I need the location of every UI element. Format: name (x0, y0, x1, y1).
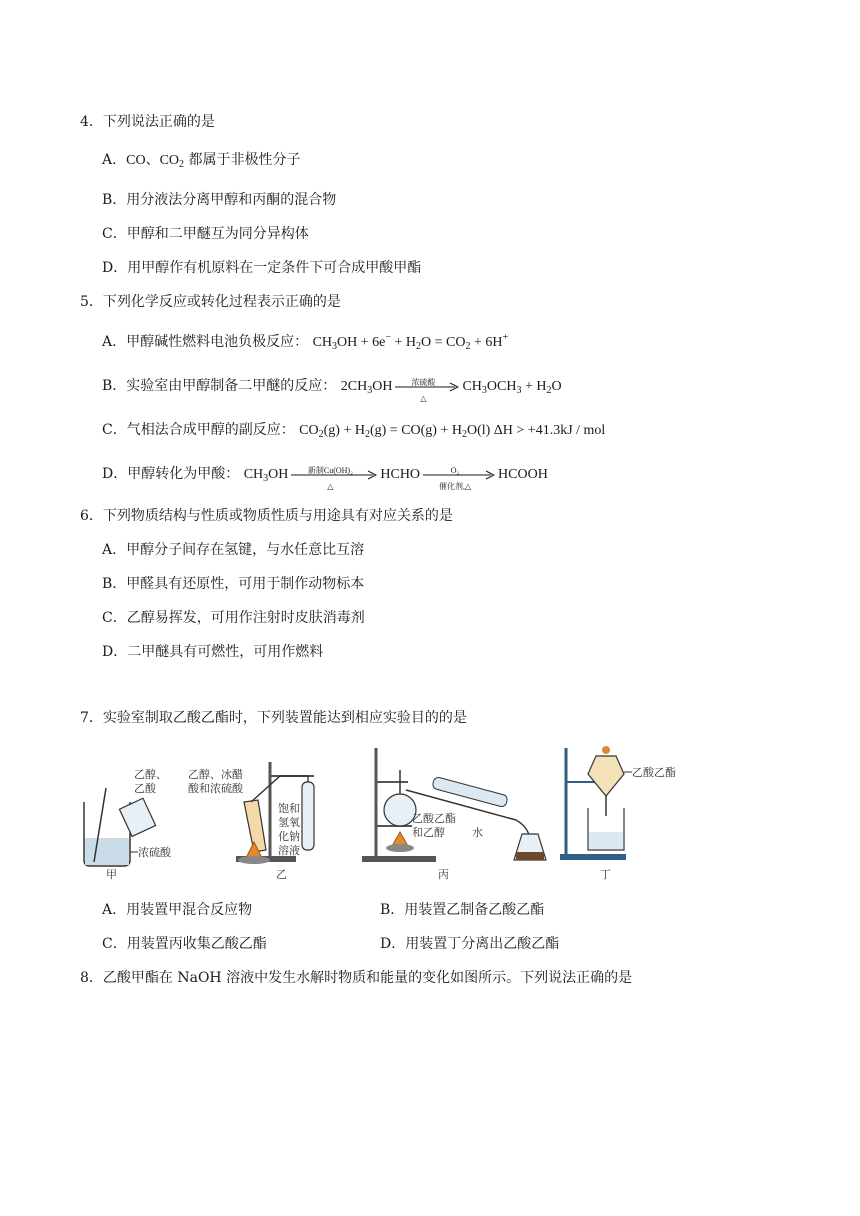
svg-text:丁: 丁 (600, 868, 611, 881)
q4-stem: 4．下列说法正确的是 (80, 114, 215, 130)
reaction-arrow: 新制Cu(OH)₂ △ (291, 469, 377, 481)
svg-text:丙: 丙 (438, 868, 449, 881)
q6-option-d: D．二甲醚具有可燃性，可用作燃料 (102, 644, 324, 660)
reaction-arrow: 浓硫酸 △ (395, 381, 459, 393)
q5-option-d: D．甲醇转化为甲酸： $CH_3OH$ 新制Cu(OH)₂ △ HCHO O₂ 催化剂,△ HCOOH (102, 465, 548, 491)
apparatus-jia (84, 767, 172, 881)
svg-text:乙醇、冰醋: 乙醇、冰醋 (188, 768, 243, 781)
q5-stem: 5．下列化学反应或转化过程表示正确的是 (80, 294, 341, 310)
q6-option-b: B．甲醛具有还原性，可用于制作动物标本 (102, 576, 365, 592)
svg-text:溶液: 溶液 (278, 844, 300, 857)
q7-option-c: C．用装置丙收集乙酸乙酯 (102, 936, 267, 952)
q5-a-equation: $CH_3OH + 6e^- + H_2O = CO_2 + 6H^+$ (312, 332, 509, 352)
q5-d-equation: $CH_3OH$ 新制Cu(OH)₂ △ HCHO O₂ 催化剂,△ HCOOH (243, 465, 548, 491)
svg-text:水: 水 (472, 826, 483, 839)
svg-text:和乙醇: 和乙醇 (412, 826, 445, 839)
svg-text:饱和: 饱和 (278, 802, 300, 815)
q4-option-a: A．CO、$CO_2$ 都属于非极性分子 (102, 152, 301, 170)
apparatus-ding (560, 746, 676, 881)
svg-text:乙醇、: 乙醇、 (134, 768, 167, 781)
q8-stem: 8．乙酸甲酯在 NaOH 溶液中发生水解时物质和能量的变化如图所示。下列说法正确的是 (80, 970, 633, 986)
reaction-arrow: O₂ 催化剂,△ (423, 469, 495, 481)
q7-stem: 7．实验室制取乙酸乙酯时，下列装置能达到相应实验目的的是 (80, 710, 467, 726)
q6-stem: 6．下列物质结构与性质或物质性质与用途具有对应关系的是 (80, 508, 453, 524)
apparatus-yi (188, 762, 314, 881)
q7-option-a: A．用装置甲混合反应物 (102, 902, 253, 918)
q5-option-a: A．甲醇碱性燃料电池负极反应： $CH_3OH + 6e^- + H_2O = CO_2 + 6H^+$ (102, 332, 509, 352)
q5-b-equation: $2CH_3OH$ 浓硫酸 △ $CH_3OCH_3 + H_2O$ (340, 377, 562, 403)
svg-text:浓硫酸: 浓硫酸 (138, 846, 171, 859)
svg-text:乙酸乙酯: 乙酸乙酯 (632, 766, 676, 779)
q6-option-c: C．乙醇易挥发，可用作注射时皮肤消毒剂 (102, 610, 365, 626)
q5-c-equation: $CO_2(g) + H_2(g) = CO(g) + H_2O(l) \Delta H > +41.3kJ$ / mol (299, 423, 606, 440)
q4-option-c: C．甲醇和二甲醚互为同分异构体 (102, 226, 309, 242)
svg-text:氢氧: 氢氧 (278, 816, 300, 829)
q4-option-d: D．用甲醇作有机原料在一定条件下可合成甲酸甲酯 (102, 260, 422, 276)
q5-option-b: B．实验室由甲醇制备二甲醚的反应： $2CH_3OH$ 浓硫酸 △ $CH_3OCH_3 + H_2O$ (102, 377, 562, 403)
svg-text:乙: 乙 (276, 868, 287, 881)
svg-text:乙酸乙酯: 乙酸乙酯 (412, 812, 456, 825)
svg-text:乙酸: 乙酸 (134, 782, 156, 795)
svg-text:甲: 甲 (106, 868, 117, 881)
q4-option-b: B．用分液法分离甲醇和丙酮的混合物 (102, 192, 337, 208)
apparatus-bing (362, 748, 546, 881)
q7-option-b: B．用装置乙制备乙酸乙酯 (380, 902, 545, 918)
svg-text:化钠: 化钠 (278, 830, 300, 843)
q5-option-c: C．气相法合成甲醇的副反应： $CO_2(g) + H_2(g) = CO(g) + H_2O(l) \Delta H > +41.3kJ$ / mol (102, 422, 606, 440)
svg-text:酸和浓硫酸: 酸和浓硫酸 (188, 782, 243, 795)
q7-option-d: D．用装置丁分离出乙酸乙酯 (380, 936, 560, 952)
apparatus-figure (76, 742, 696, 882)
q6-option-a: A．甲醇分子间存在氢键，与水任意比互溶 (102, 542, 365, 558)
